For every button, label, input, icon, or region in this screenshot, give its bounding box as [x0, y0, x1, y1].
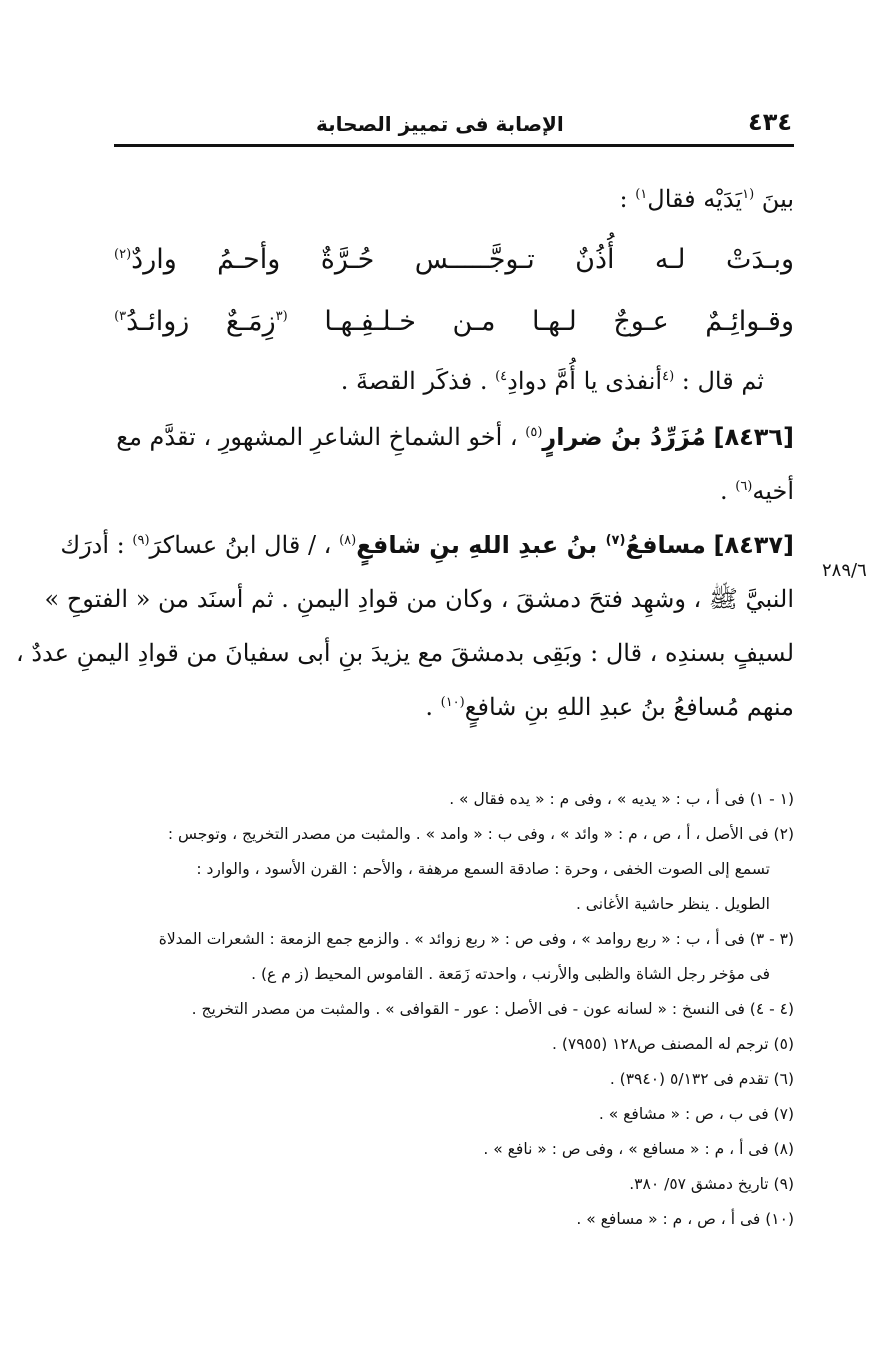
footnote-continuation: تسمع إلى الصوت الخفى ، وحرة : صادقة السمع مرهفة ، والأحم : القرن الأسود ، والوارد : — [196, 860, 770, 878]
footnote: (١٠) فى أ ، ص ، م : « مسافع » . — [576, 1210, 794, 1228]
margin-reference: ٢٨٩/٦ — [822, 560, 867, 581]
footnote: (٨) فى أ ، م : « مسافع » ، وفى ص : « نافع » . — [483, 1140, 794, 1158]
footnote: (٦) تقدم فى ٥/١٣٢ (٣٩٤٠) . — [609, 1070, 794, 1088]
page-number: ٤٣٤ — [748, 108, 792, 136]
person-name: مُزَرِّدُ بنُ ضرارٍ — [542, 423, 706, 451]
footnote: (٧) فى ب ، ص : « مشافع » . — [598, 1105, 794, 1123]
footnote: (٥) ترجم له المصنف ص١٢٨ (٧٩٥٥) . — [551, 1035, 794, 1053]
footnotes — [114, 782, 794, 1237]
footnote-continuation: الطويل . ينظر حاشية الأغانى . — [575, 895, 770, 913]
entry-number: [٨٤٣٦] — [713, 423, 794, 451]
entry-8437-line4: منهم مُسافعُ بنُ عبدِ اللهِ بنِ شافعٍ$^{(١٠)}$ . — [425, 693, 794, 721]
page-header — [116, 102, 792, 136]
footnote-continuation: فى مؤخر رجل الشاة والظبى والأرنب ، واحدته زَمَعة . القاموس المحيط (ز م ع) . — [251, 965, 770, 983]
intro-line: بينَ $^{(١}$يَدَيْه فقال$^{١)}$ : — [619, 185, 794, 213]
footnote: (٢) فى الأصل ، أ ، ص ، م : « وائد » ، وفى ب : « وامد » . والمثبت من مصدر التخريج ، وتوجس : — [167, 825, 794, 843]
entry-8436-cont: أخيه$^{(٦)}$ . — [719, 477, 794, 505]
entry-number: [٨٤٣٧] — [713, 531, 794, 559]
entry-8437: [٨٤٣٧] مسافعُ$^{(٧)}$ بنُ عبدِ اللهِ بنِ شافعٍ$^{(٨)}$ ، / قال ابنُ عساكرَ$^{(٩)}$ : أدرَك — [60, 531, 794, 559]
running-title: الإصابة فى تمييز الصحابة — [316, 112, 564, 136]
main-text — [15, 170, 794, 734]
footnote: (١ - ١) فى أ ، ب : « يديه » ، وفى م : « يده فقال » . — [449, 790, 794, 808]
after-verse-line: ثم قال : $^{(٤}$أنفذى يا أُمَّ دوادِ$^{٤)}$ . فذكَر القصةَ . — [340, 367, 764, 395]
footnote: (٣ - ٣) فى أ ، ب : « ربع روامد » ، وفى ص : « ربع زوائد » . والزمع جمع الزمعة : الشعرات المدلاة — [158, 930, 794, 948]
entry-8436: [٨٤٣٦] مُزَرِّدُ بنُ ضرارٍ$^{(٥)}$ ، أخو الشماخِ الشاعرِ المشهورِ ، تقدَّم مع — [116, 423, 794, 451]
verse-line-2: وقـوائِـمٌ عـوجٌ لـهـا مـن خـلـفِـهـا $^{(٣}$زِمَـعٌ زوائـدُ$^{٣)}$ — [114, 306, 794, 337]
entry-8437-line2: النبيَّ ﷺ ، وشهِد فتحَ دمشقَ ، وكان من قوادِ اليمنِ . ثم أسنَد من « الفتوحِ » — [44, 585, 794, 613]
entry-8437-line3: لسيفٍ بسندِه ، قال : وبَقِى بدمشقَ مع يزيدَ بنِ أبى سفيانَ من قوادِ اليمنِ عددٌ ، — [15, 639, 794, 667]
footnote: (٩) تاريخ دمشق ٥٧/ ٣٨٠. — [629, 1175, 794, 1193]
verse-line-1: وبـدَتْ لـه أُذُنٌ تـوجَّـــــس حُـرَّةٌ وأحـمُ واردٌ$^{(٢)}$ — [114, 244, 794, 275]
header-rule — [114, 144, 794, 147]
person-name: مسافعُ$^{(٧)}$ بنُ عبدِ اللهِ بنِ شافعٍ — [356, 531, 706, 559]
footnote: (٤ - ٤) فى النسخ : « لسانه عون - فى الأصل : عور - القوافى » . والمثبت من مصدر التخريج . — [191, 1000, 794, 1018]
